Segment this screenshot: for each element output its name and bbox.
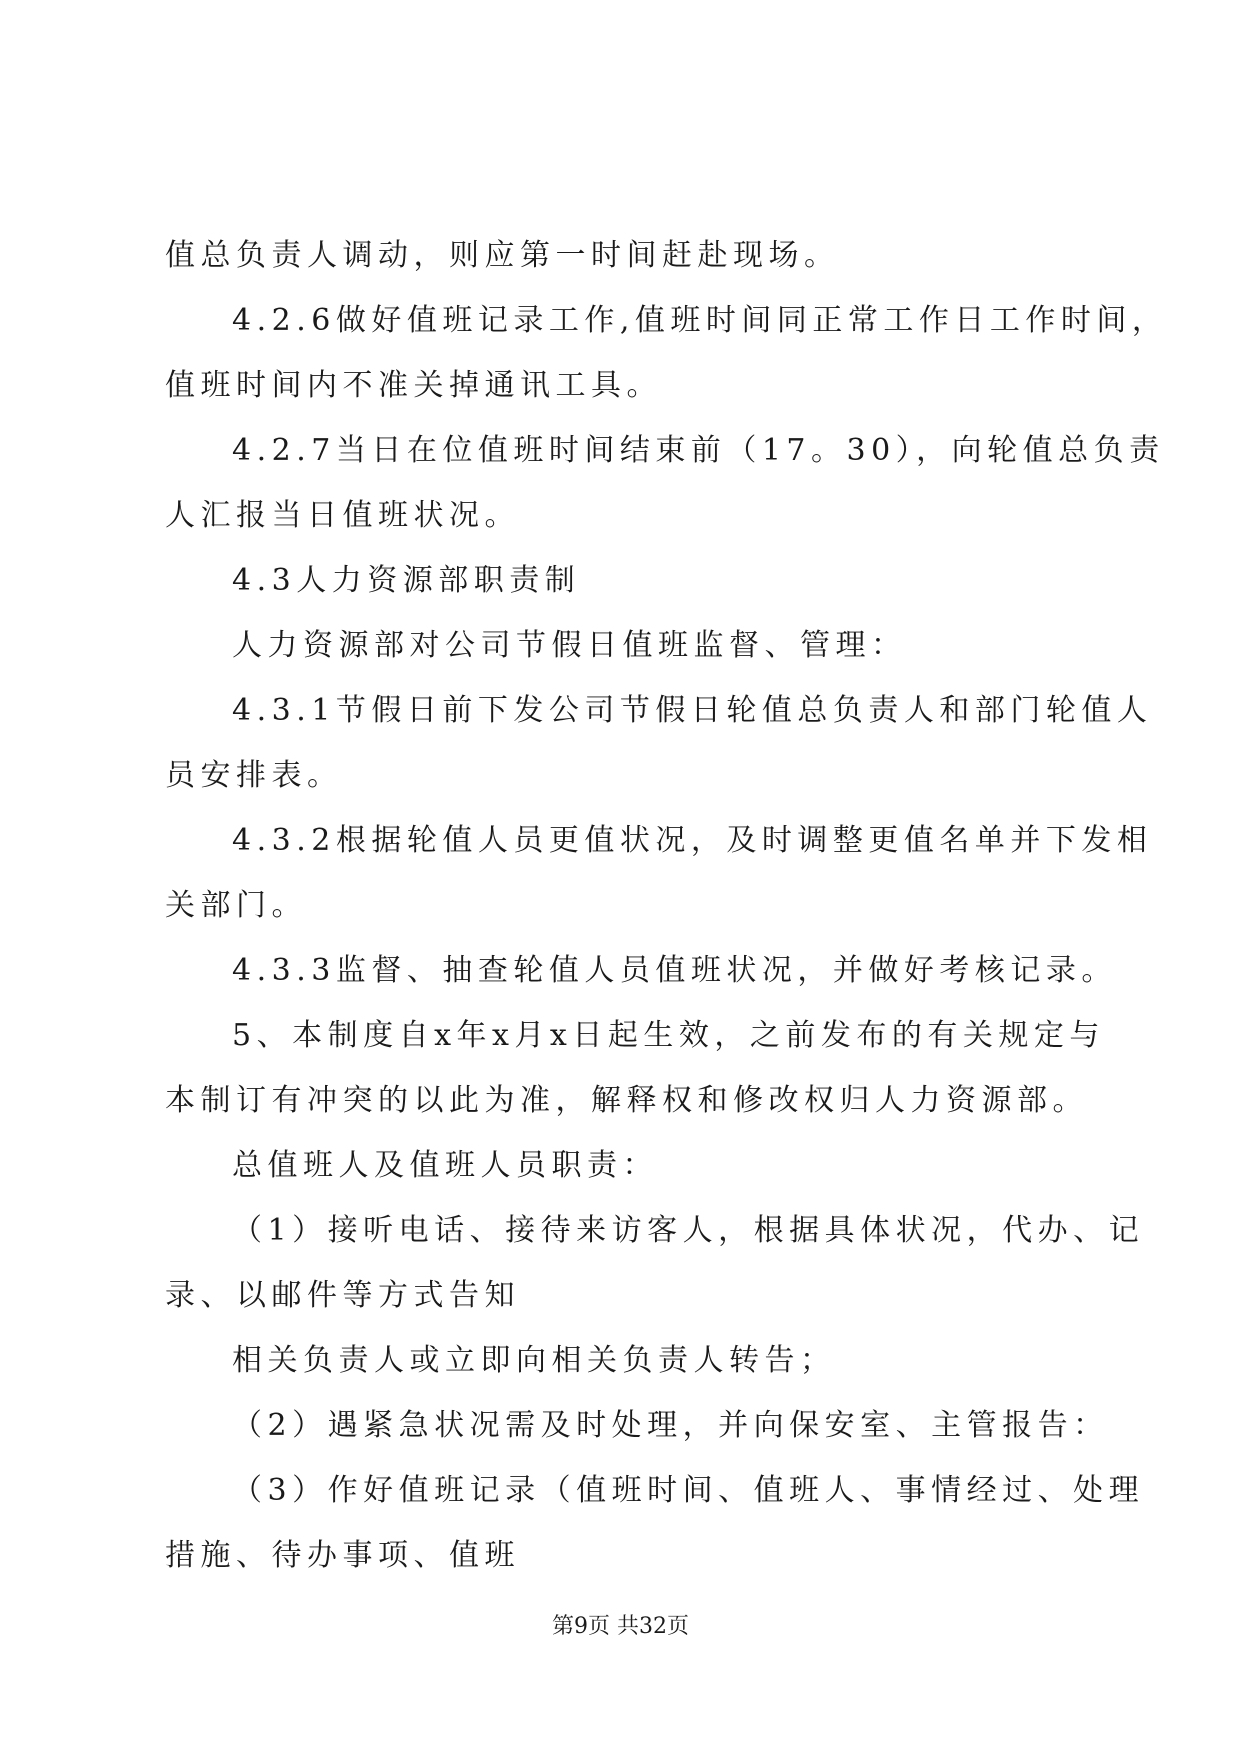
text-line: （1）接听电话、接待来访客人，根据具体状况，代办、记 (232, 1213, 1145, 1248)
page-number-footer: 第9页 共32页 (552, 1614, 689, 1639)
text-line: 员安排表。 (165, 758, 343, 793)
text-line: 人力资源部对公司节假日值班监督、管理： (232, 628, 907, 663)
text-line: 4.3.2根据轮值人员更值状况，及时调整更值名单并下发相 (232, 823, 1153, 858)
text-line: 4.2.6做好值班记录工作,值班时间同正常工作日工作时间， (232, 303, 1168, 338)
text-line: 本制订有冲突的以此为准，解释权和修改权归人力资源部。 (165, 1083, 1088, 1118)
text-line: 值总负责人调动，则应第一时间赶赴现场。 (165, 238, 840, 273)
text-line: 措施、待办事项、值班 (165, 1538, 520, 1573)
section-heading: 4.3人力资源部职责制 (232, 563, 581, 598)
text-line: 录、以邮件等方式告知 (165, 1278, 520, 1313)
text-line: （2）遇紧急状况需及时处理，并向保安室、主管报告： (232, 1408, 1109, 1443)
text-line: 值班时间内不准关掉通讯工具。 (165, 368, 662, 403)
text-line: （3）作好值班记录（值班时间、值班人、事情经过、处理 (232, 1473, 1145, 1508)
text-line: 相关负责人或立即向相关负责人转告； (232, 1343, 836, 1378)
text-line: 5、本制度自x年x月x日起生效，之前发布的有关规定与 (232, 1018, 1105, 1053)
text-line: 人汇报当日值班状况。 (165, 498, 520, 533)
text-line: 4.3.3监督、抽查轮值人员值班状况，并做好考核记录。 (232, 953, 1117, 988)
text-line: 总值班人及值班人员职责： (232, 1148, 658, 1183)
text-line: 4.2.7当日在位值班时间结束前（17。30），向轮值总负责 (232, 433, 1165, 468)
text-line: 关部门。 (165, 888, 307, 923)
text-line: 4.3.1节假日前下发公司节假日轮值总负责人和部门轮值人 (232, 693, 1153, 728)
